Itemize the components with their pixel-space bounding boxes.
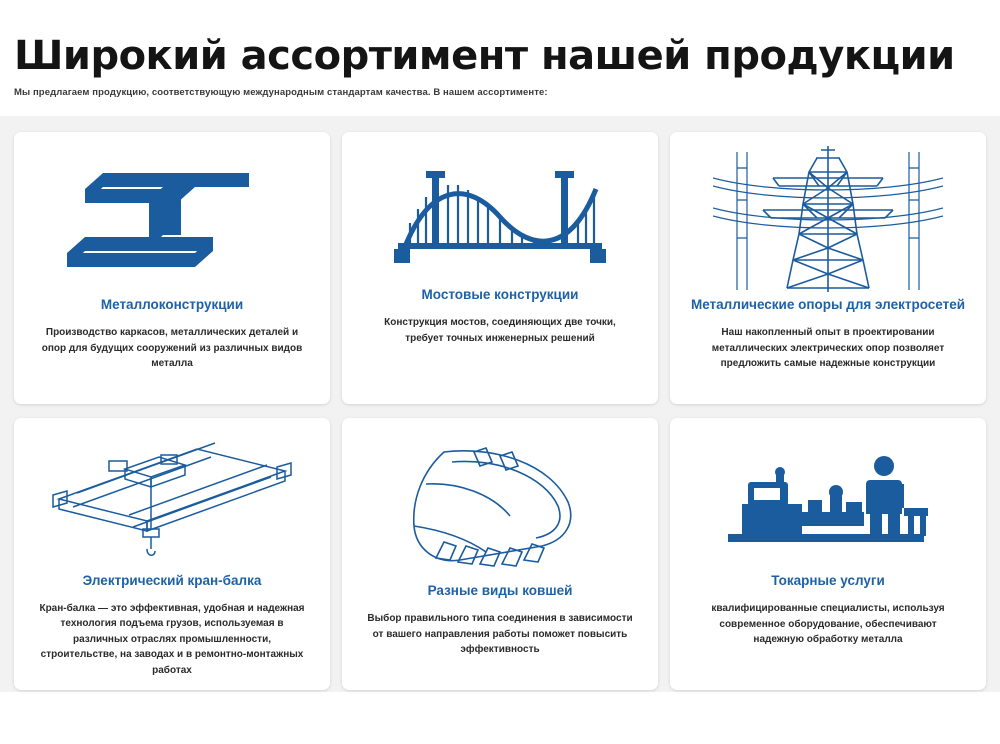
product-card-metal-structures[interactable] xyxy=(14,132,330,404)
page-title: Широкий ассортимент нашей продукции xyxy=(14,33,955,79)
product-card-title: Разные виды ковшей xyxy=(427,583,573,598)
product-card-text: Выбор правильного типа соединения в зависимости от вашего направления работы поможет повысить эффективность xyxy=(367,613,633,655)
product-card-power-towers[interactable] xyxy=(670,132,986,404)
product-cards-area xyxy=(0,116,1000,692)
product-card-title: Металлические опоры для электросетей xyxy=(690,297,966,312)
product-card-text: Конструкция мостов, соединяющих две точки, требует точных инженерных решений xyxy=(384,317,616,344)
product-card-bridge-structures[interactable] xyxy=(342,132,658,404)
product-card-buckets[interactable] xyxy=(342,418,658,690)
product-card-crane-beam[interactable] xyxy=(14,418,330,690)
product-card-title: Мостовые конструкции xyxy=(421,287,579,302)
product-card-title: Металлоконструкции xyxy=(100,297,244,312)
power-transmission-tower-icon xyxy=(686,142,970,292)
excavator-bucket-icon xyxy=(358,428,642,578)
product-card-text: квалифицированные специалисты, используя современное оборудование, обеспечивают надежную обработку металла xyxy=(711,603,945,645)
page-header xyxy=(0,0,1000,99)
product-card-text: Кран-балка — это эффективная, удобная и надежная технология подъема грузов, используемая в различных отраслях промышленности, строительстве, на заводах и в ремонтно-монтажных работах xyxy=(39,602,305,676)
page-subtitle: Мы предлагаем продукцию, соответствующую международным стандартам качества. В нашем ассортименте: xyxy=(14,87,548,98)
product-card-title: Электрический кран-балка xyxy=(82,572,262,588)
overhead-crane-beam-icon xyxy=(30,428,314,568)
i-beam-icon xyxy=(30,142,314,292)
product-card-title: Токарные услуги xyxy=(771,573,885,588)
product-card-lathe-services[interactable] xyxy=(670,418,986,690)
suspension-bridge-icon xyxy=(358,142,642,282)
lathe-machine-operator-icon xyxy=(686,428,970,568)
product-card-text: Наш накопленный опыт в проектировании металлических электрических опор позволяет предложить самые надежные конструкции xyxy=(711,327,945,369)
product-cards-grid xyxy=(14,132,986,690)
product-card-text: Производство каркасов, металлических деталей и опор для будущих сооружений из различных видов металла xyxy=(41,327,303,369)
